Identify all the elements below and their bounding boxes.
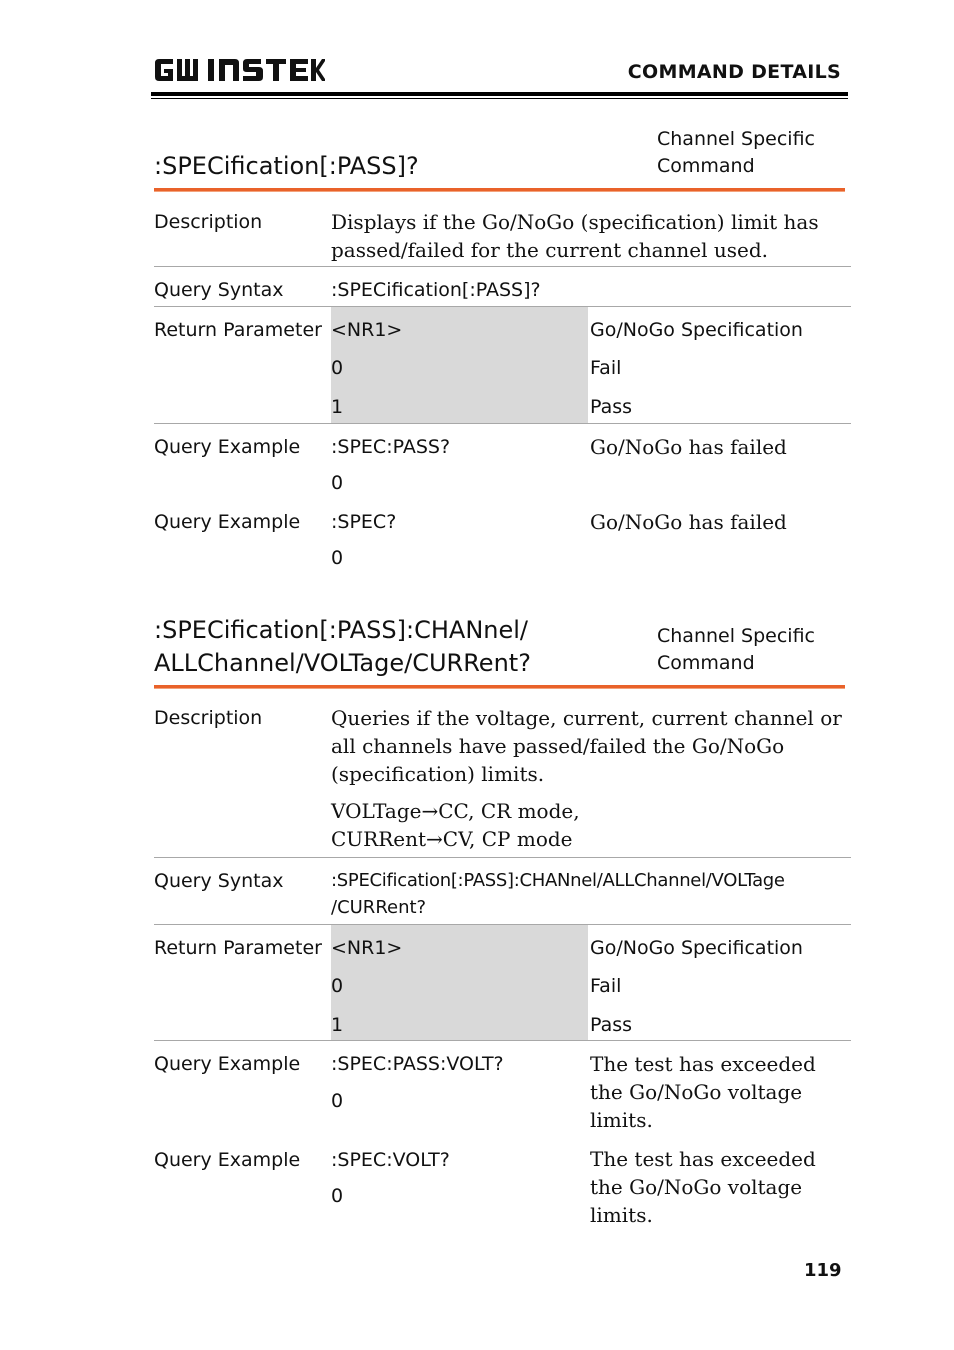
query-syntax-label: Query Syntax bbox=[154, 279, 284, 301]
channel-specific-label: Command bbox=[657, 155, 755, 177]
query-example-desc: the Go/NoGo voltage bbox=[590, 1080, 803, 1104]
query-example-response: 0 bbox=[331, 547, 344, 569]
channel-specific-label: Command bbox=[657, 652, 755, 674]
row-divider bbox=[154, 266, 851, 267]
query-example-desc: Go/NoGo has failed bbox=[590, 510, 787, 534]
header-title: COMMAND DETAILS bbox=[627, 61, 841, 83]
query-syntax-value: :SPECification[:PASS]:CHANnel/ALLChannel/VOLTage bbox=[331, 870, 785, 891]
query-example-response: 0 bbox=[331, 1185, 344, 1207]
description-line: Queries if the voltage, current, current channel or bbox=[331, 706, 842, 730]
return-param-desc: Pass bbox=[590, 396, 633, 418]
return-param-desc: Pass bbox=[590, 1014, 633, 1036]
return-parameter-label: Return Parameter bbox=[154, 937, 322, 959]
query-example-label: Query Example bbox=[154, 511, 301, 533]
return-param-value: 0 bbox=[331, 975, 344, 997]
query-syntax-value: /CURRent? bbox=[331, 897, 427, 918]
command-title: ALLChannel/VOLTage/CURRent? bbox=[154, 649, 531, 677]
query-example-label: Query Example bbox=[154, 436, 301, 458]
return-param-desc: Fail bbox=[590, 975, 622, 997]
query-example-desc: Go/NoGo has failed bbox=[590, 435, 787, 459]
section-rule-thin bbox=[154, 688, 845, 689]
query-example-command: :SPEC? bbox=[331, 511, 397, 533]
row-divider bbox=[154, 1040, 851, 1041]
query-example-response: 0 bbox=[331, 472, 344, 494]
query-example-desc: The test has exceeded bbox=[590, 1052, 816, 1076]
return-parameter-label: Return Parameter bbox=[154, 319, 322, 341]
description-label: Description bbox=[154, 211, 263, 233]
gw-instek-logo bbox=[153, 55, 325, 85]
description-mode-line: VOLTage→CC, CR mode, bbox=[331, 799, 580, 823]
row-divider bbox=[154, 423, 851, 424]
query-example-command: :SPEC:VOLT? bbox=[331, 1149, 450, 1171]
return-param-value: 1 bbox=[331, 1014, 344, 1036]
query-example-command: :SPEC:PASS:VOLT? bbox=[331, 1053, 504, 1075]
channel-specific-label: Channel Specific bbox=[657, 625, 815, 647]
description-label: Description bbox=[154, 707, 263, 729]
row-divider bbox=[154, 857, 851, 858]
query-example-desc: limits. bbox=[590, 1203, 653, 1227]
query-example-desc: the Go/NoGo voltage bbox=[590, 1175, 803, 1199]
return-param-value: <NR1> bbox=[331, 319, 403, 341]
header-rule-thin bbox=[151, 98, 848, 99]
command-title: :SPECification[:PASS]:CHANnel/ bbox=[154, 616, 529, 644]
return-param-value: 0 bbox=[331, 357, 344, 379]
description-line: (specification) limits. bbox=[331, 762, 545, 786]
query-example-command: :SPEC:PASS? bbox=[331, 436, 451, 458]
page-number: 119 bbox=[804, 1260, 842, 1281]
command-title: :SPECification[:PASS]? bbox=[154, 152, 419, 180]
query-syntax-value: :SPECification[:PASS]? bbox=[331, 279, 541, 301]
return-param-desc: Fail bbox=[590, 357, 622, 379]
return-param-value: 1 bbox=[331, 396, 344, 418]
query-example-response: 0 bbox=[331, 1090, 344, 1112]
section-rule-thin bbox=[154, 191, 845, 192]
description-line: all channels have passed/failed the Go/NoGo bbox=[331, 734, 785, 758]
header-rule bbox=[151, 92, 848, 96]
description-line: Displays if the Go/NoGo (specification) limit has bbox=[331, 210, 819, 234]
query-example-desc: limits. bbox=[590, 1108, 653, 1132]
channel-specific-label: Channel Specific bbox=[657, 128, 815, 150]
query-example-desc: The test has exceeded bbox=[590, 1147, 816, 1171]
description-line: passed/failed for the current channel used. bbox=[331, 238, 769, 262]
query-syntax-label: Query Syntax bbox=[154, 870, 284, 892]
query-example-label: Query Example bbox=[154, 1053, 301, 1075]
return-param-value: <NR1> bbox=[331, 937, 403, 959]
query-example-label: Query Example bbox=[154, 1149, 301, 1171]
return-param-desc: Go/NoGo Specification bbox=[590, 319, 803, 341]
description-mode-line: CURRent→CV, CP mode bbox=[331, 827, 573, 851]
return-param-desc: Go/NoGo Specification bbox=[590, 937, 803, 959]
